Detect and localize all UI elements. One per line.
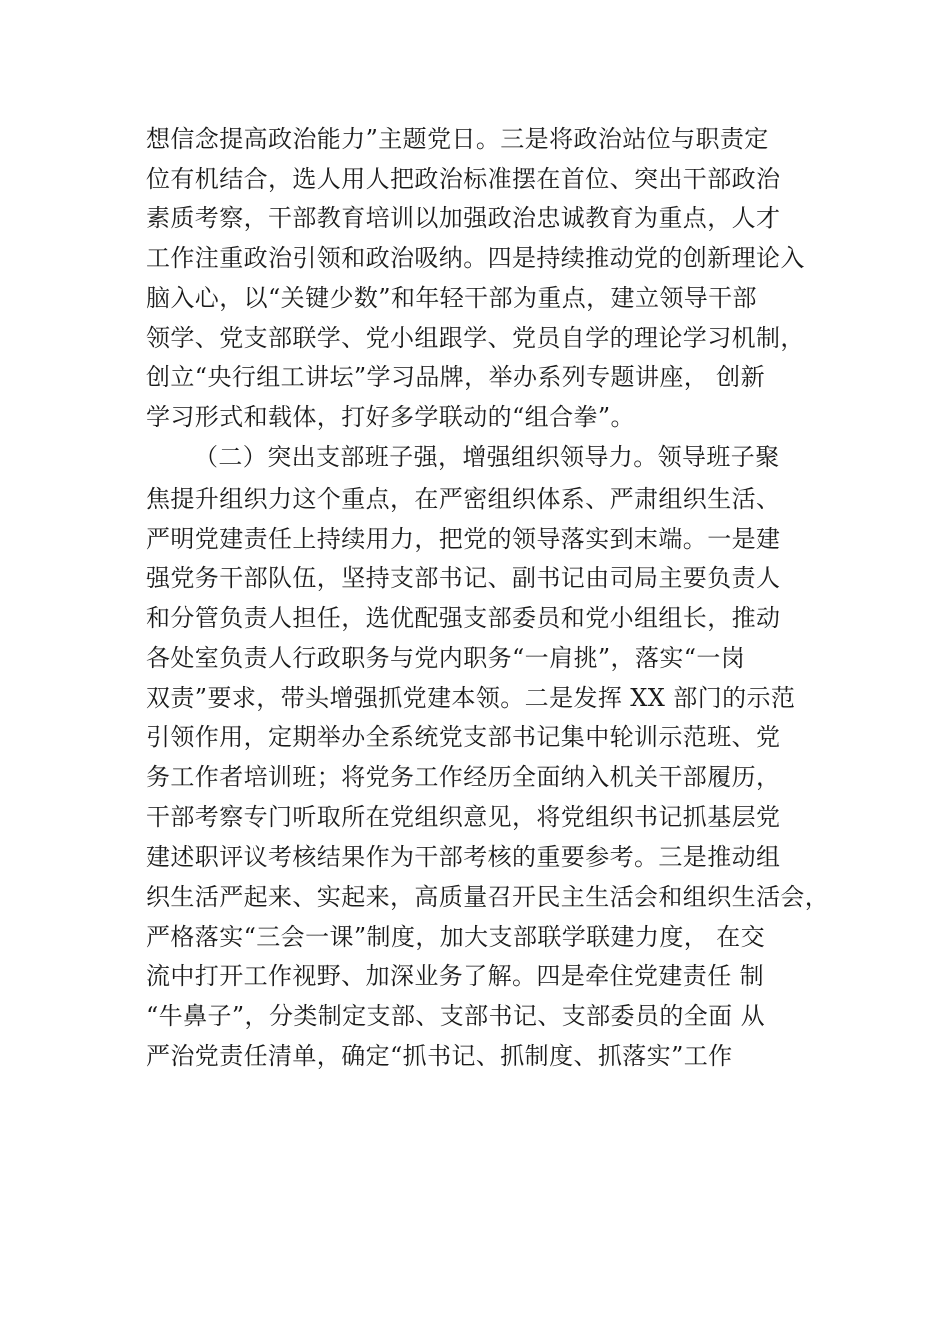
text-line: 建述职评议考核结果作为干部考核的重要参考。三是推动组 [146,843,781,871]
text-line: 创立“央行组工讲坛”学习品牌，举办系列专题讲座， 创新 [146,363,765,391]
text-line: 和分管负责人担任，选优配强支部委员和党小组组长，推动 [146,604,781,632]
text-line: 严明党建责任上持续用力，把党的领导落实到末端。一是建 [146,525,781,553]
text-line: 想信念提高政治能力”主题党日。三是将政治站位与职责定 [146,125,769,153]
section-heading-line: （二）突出支部班子强，增强组织领导力。领导班子聚 [194,443,780,471]
text-line: 织生活严起来、实起来，高质量召开民主生活会和组织生活会， [146,883,830,911]
text-line: 严治党责任清单，确定“抓书记、抓制度、抓落实”工作 [146,1042,733,1070]
text-line: 务工作者培训班；将党务工作经历全面纳入机关干部履历， [146,763,781,791]
text-line: 各处室负责人行政职务与党内职务“一肩挑”，落实“一岗 [146,644,746,672]
text-line: 双责”要求，带头增强抓党建本领。二是发挥 XX 部门的示范 [146,684,796,712]
text-line: 脑入心，以“关键少数”和年轻干部为重点，建立领导干部 [146,284,757,312]
text-line: “牛鼻子”，分类制定支部、支部书记、支部委员的全面 从 [146,1002,765,1030]
text-line: 焦提升组织力这个重点，在严密组织体系、严肃组织生活、 [146,485,781,513]
text-line: 领学、党支部联学、党小组跟学、党员自学的理论学习机制， [146,324,805,352]
text-line: 素质考察，干部教育培训以加强政治忠诚教育为重点，人才 [146,204,781,232]
text-line: 干部考察专门听取所在党组织意见，将党组织书记抓基层党 [146,803,781,831]
text-line: 引领作用，定期举办全系统党支部书记集中轮训示范班、党 [146,723,781,751]
text-line: 工作注重政治引领和政治吸纳。四是持续推动党的创新理论入 [146,244,805,272]
text-line: 严格落实“三会一课”制度，加大支部联学联建力度， 在交 [146,923,765,951]
text-line: 流中打开工作视野、加深业务了解。四是牵住党建责任 制 [146,962,765,990]
text-line: 强党务干部队伍，坚持支部书记、副书记由司局主要负责人 [146,564,781,592]
text-line: 位有机结合，选人用人把政治标准摆在首位、突出干部政治 [146,165,781,193]
text-line: 学习形式和载体，打好多学联动的“组合拳”。 [146,403,635,431]
